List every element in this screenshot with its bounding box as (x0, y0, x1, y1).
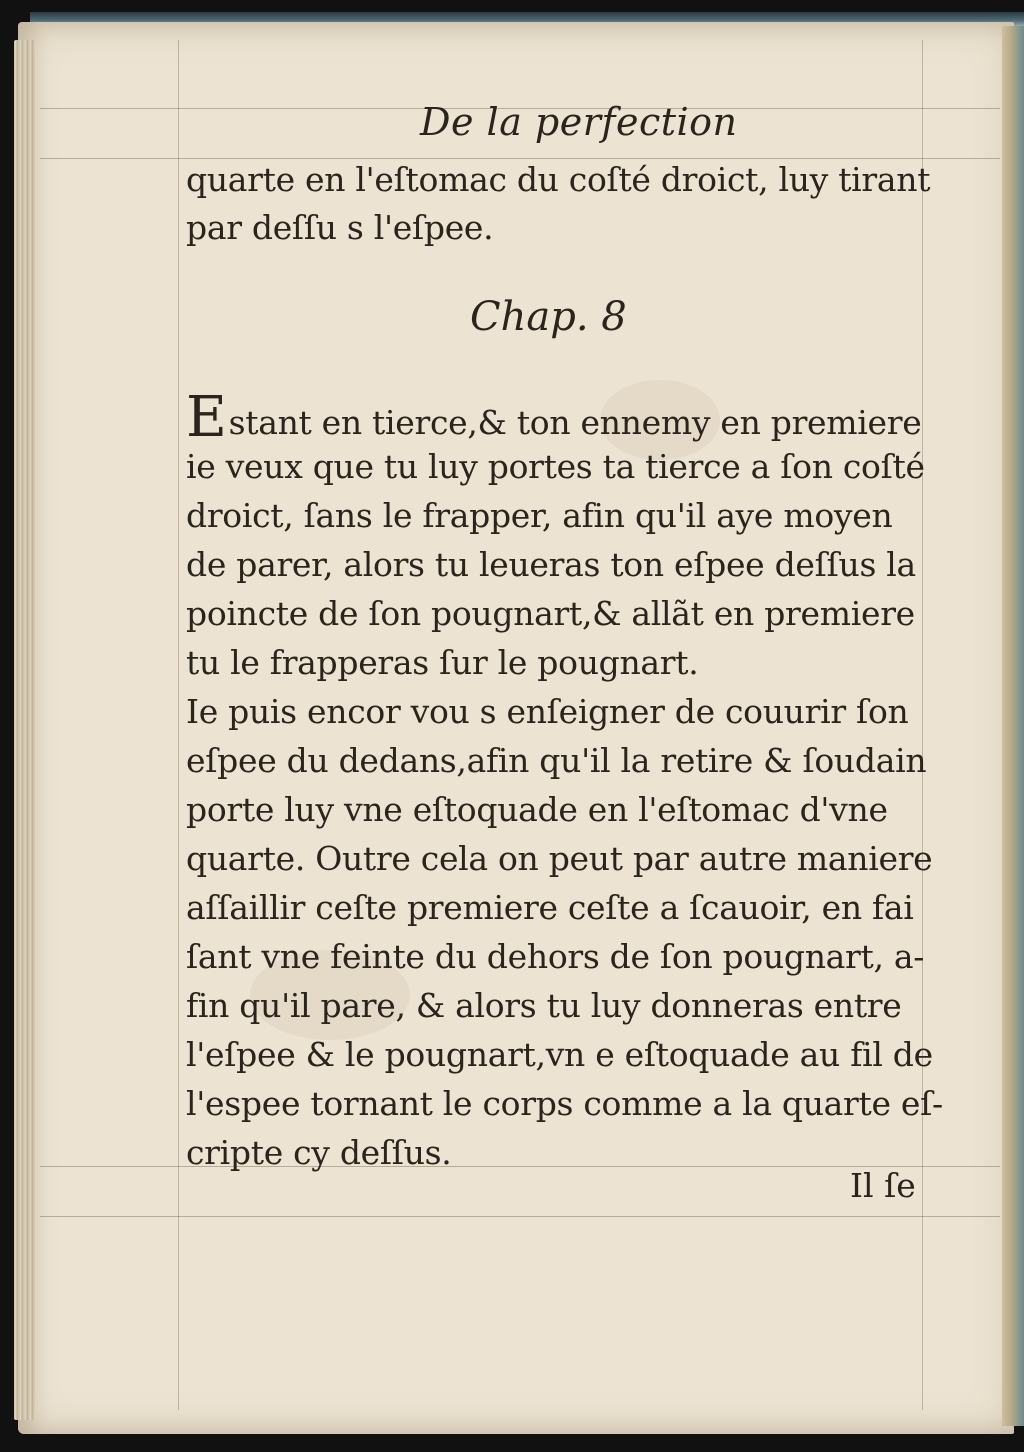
text-line: quarte en l'eſtomac du coſté droict, luy tirant (186, 160, 931, 199)
text-line: droict, ſans le frapper, afin qu'il aye moyen (186, 496, 893, 535)
margin-rule (178, 40, 179, 1410)
text-line: stant en tierce,& ton ennemy en premiere (228, 403, 922, 442)
text-line: poincte de ſon pougnart,& allãt en premiere (186, 594, 915, 633)
ruled-line (40, 1216, 1000, 1217)
text-line: fin qu'il pare, & alors tu luy donneras entre (186, 986, 902, 1025)
ruled-line (40, 158, 1000, 159)
text-line: ie veux que tu luy portes ta tierce a ſon coſté (186, 447, 925, 486)
paragraph-first-line (186, 385, 922, 450)
text-line: porte luy vne eſtoquade en l'eſtomac d'vne (186, 790, 888, 829)
text-line: de parer, alors tu leueras ton eſpee deſſus la (186, 545, 916, 584)
binding-page-edges (14, 40, 36, 1420)
text-line: quarte. Outre cela on peut par autre maniere (186, 839, 933, 878)
text-line: tu le frapperas ſur le pougnart. (186, 643, 699, 682)
book-cover-right-edge (1002, 26, 1024, 1426)
drop-cap: E (186, 385, 227, 450)
text-line: ſant vne feinte du dehors de ſon pougnart, a- (186, 937, 925, 976)
text-line: l'eſpee & le pougnart,vn e eſtoquade au fil de (186, 1035, 933, 1074)
text-line: par deſſu s l'eſpee. (186, 208, 494, 247)
text-line: aſſaillir ceſte premiere ceſte a ſcauoir, en fai (186, 888, 914, 927)
margin-rule (922, 40, 923, 1410)
running-head: De la perfection (420, 100, 738, 144)
chapter-title: Chap. 8 (470, 294, 627, 340)
text-line: eſpee du dedans,afin qu'il la retire & ſoudain (186, 741, 927, 780)
text-line: Ie puis encor vou s enſeigner de couurir ſon (186, 692, 909, 731)
text-line: l'espee tornant le corps comme a la quarte eſ- (186, 1084, 943, 1123)
text-line: cripte cy deſſus. (186, 1133, 452, 1172)
catchword: Il ſe (850, 1166, 916, 1205)
